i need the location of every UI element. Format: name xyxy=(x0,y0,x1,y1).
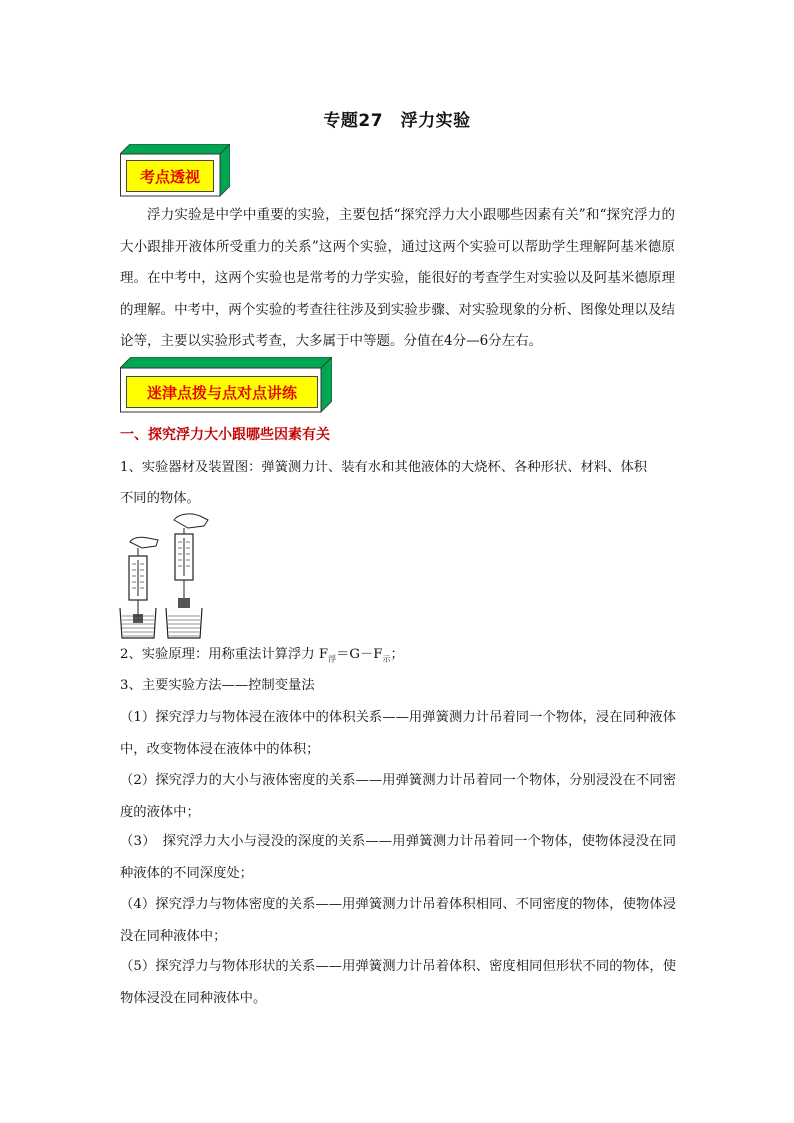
apparatus-figure xyxy=(112,510,222,640)
section-banner-mijin xyxy=(120,357,332,415)
banner-label: 迷津点拨与点对点讲练 xyxy=(126,376,318,408)
method-point-5: （5）探究浮力与物体形状的关系——用弹簧测力计吊着体积、密度相同但形状不同的物体，使物体浸没在同种液体中。 xyxy=(120,959,676,1006)
method-point-1: （1）探究浮力与物体浸在液体中的体积关系——用弹簧测力计吊着同一个物体，浸在同种液体中，改变物体浸在液体中的体积； xyxy=(120,710,676,757)
section-banner-kaodian xyxy=(120,144,230,200)
spring-balance-diagram xyxy=(112,510,222,640)
item1-line2: 不同的物体。 xyxy=(120,491,200,506)
item2-text: 2、实验原理：用称重法计算浮力 F xyxy=(120,647,329,662)
method-point-2: （2）探究浮力的大小与液体密度的关系——用弹簧测力计吊着同一个物体，分别浸没在不同密度的液体中； xyxy=(120,773,676,820)
item3-method: 3、主要实验方法——控制变量法 xyxy=(120,678,315,693)
item2-end: ； xyxy=(390,647,404,662)
banner-label: 考点透视 xyxy=(126,160,214,192)
item1-line1: 1、实验器材及装置图：弹簧测力计、装有水和其他液体的大烧杯、各种形状、材料、体积 xyxy=(120,460,648,475)
subscript-shi: 示 xyxy=(382,654,391,664)
section-heading: 一、探究浮力大小跟哪些因素有关 xyxy=(120,427,330,443)
intro-paragraph: 浮力实验是中学中重要的实验，主要包括“探究浮力大小跟哪些因素有关”和“探究浮力的大小跟排开液体所受重力的关系”这两个实验，通过这两个实验可以帮助学生理解阿基米德原理。在中考中，这两个实验也是常考的力学实验，能很好的考查学生对实验以及阿基米德原理的理解。中考中，两个实验的考查往往涉及到实验步骤、对实验现象的分析、图像处理以及结论等，主要以实验形式考查，大多属于中等题。分值在4分—6分左右。 xyxy=(120,207,675,349)
subscript-fu: 浮 xyxy=(328,654,337,664)
method-point-3: （3） 探究浮力大小与浸没的深度的关系——用弹簧测力计吊着同一个物体，使物体浸没在同种液体的不同深度处； xyxy=(120,834,676,881)
method-point-4: （4）探究浮力与物体密度的关系——用弹簧测力计吊着体积相同、不同密度的物体，使物体浸没在同种液体中； xyxy=(120,897,676,944)
page-title: 专题27 浮力实验 xyxy=(323,111,471,131)
item2-formula: ＝G－F xyxy=(336,647,383,662)
